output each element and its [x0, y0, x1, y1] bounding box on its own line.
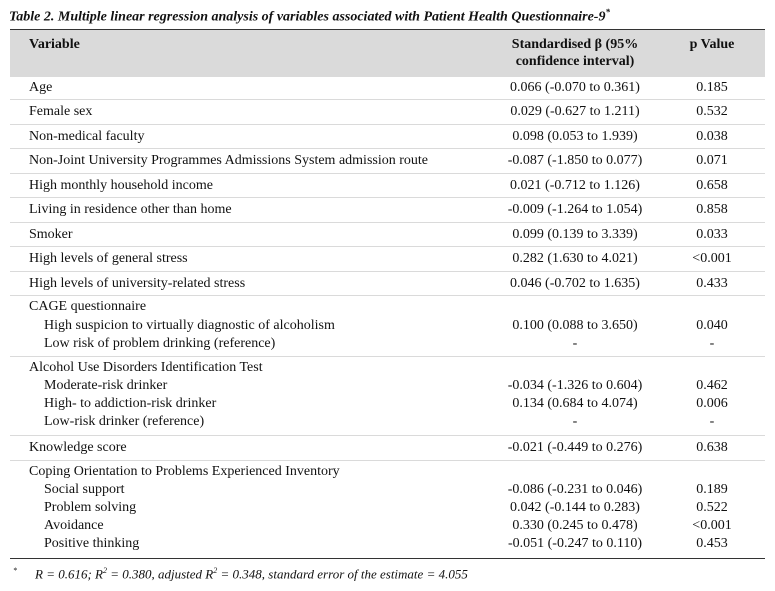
table-row: Female sex 0.029 (-0.627 to 1.211) 0.532: [10, 100, 765, 124]
table-row: Smoker 0.099 (0.139 to 3.339) 0.033: [10, 223, 765, 246]
table-row: High monthly household income 0.021 (-0.712 to 1.126) 0.658: [10, 174, 765, 197]
table-row: Living in residence other than home -0.009 (-1.264 to 1.054) 0.858: [10, 198, 765, 222]
table-group-cope: Coping Orientation to Problems Experienced Inventory Social support -0.086 (-0.231 to 0.046) 0.189 Problem solving 0.042 (-0.144 to 0.283) 0.522 Avoidance 0.330 (0.245 to 0.478) <0.001 Positive thinking -0.051 (-0.247 to 0.110) 0.453: [10, 461, 765, 558]
regression-table: [10, 29, 765, 559]
table-row: Non-Joint University Programmes Admissions System admission route -0.087 (-1.850 to 0.077) 0.071: [10, 149, 765, 173]
table-row: High levels of university-related stress 0.046 (-0.702 to 1.635) 0.433: [10, 272, 765, 295]
table-group-audit: Alcohol Use Disorders Identification Test Moderate-risk drinker -0.034 (-1.326 to 0.604) 0.462 High- to addiction-risk drinker 0.134 (0.684 to 4.074) 0.006 Low-risk drinker (reference) - -: [10, 357, 765, 435]
table-row: High levels of general stress 0.282 (1.630 to 4.021) <0.001: [10, 247, 765, 271]
table-row: Knowledge score -0.021 (-0.449 to 0.276) 0.638: [10, 436, 765, 460]
header-p-value: p Value: [689, 37, 735, 52]
header-estimate: Standardised β (95% confidence interval): [511, 37, 639, 69]
table-row: Age 0.066 (-0.070 to 0.361) 0.185: [10, 77, 765, 99]
table-header: [10, 30, 765, 76]
table-caption: Table 2. Multiple linear regression analysis of variables associated with Patient Health Questionnaire-9*: [9, 7, 610, 25]
caption-footnote-marker: *: [605, 7, 610, 17]
table-footnote: * R = 0.616; $R^2 = 0.380$, adjusted $R^2 = 0.348$, standard error of the estimate = 4.055: [13, 566, 468, 582]
table-group-cage: CAGE questionnaire High suspicion to virtually diagnostic of alcoholism 0.100 (0.088 to 3.650) 0.040 Low risk of problem drinking (reference) - -: [10, 296, 765, 356]
header-variable: Variable: [29, 37, 80, 52]
table-row: Non-medical faculty 0.098 (0.053 to 1.939) 0.038: [10, 125, 765, 148]
